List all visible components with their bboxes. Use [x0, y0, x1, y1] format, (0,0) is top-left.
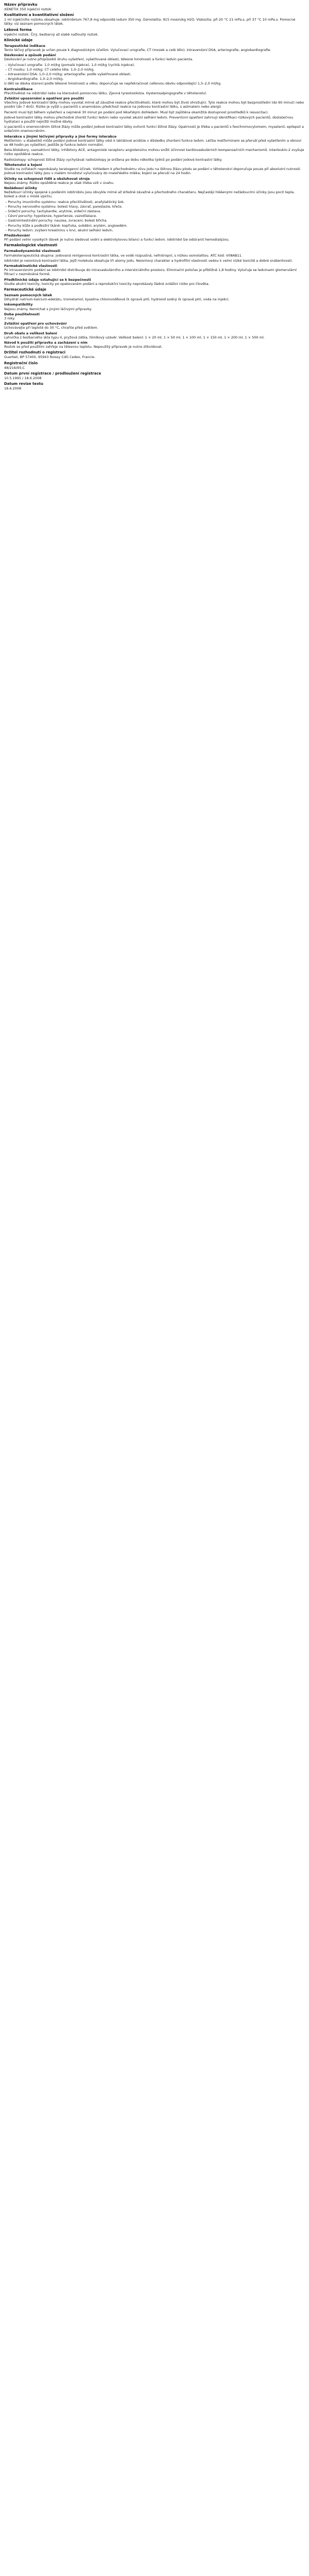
list-item: – CT mozku: 1,0 ml/kg; CT celého těla: 1,0–2,0 ml/kg.	[4, 67, 305, 72]
paragraph: Metformin: u diabetiků může podání jodové kontrastní látky vést k laktátové acidóze v důsledku zhoršení funkce ledvin. Léčba metforminem se přeruší před vyšetřením a obnoví se 48 hodin po vyšetření, jestliže je funkce ledvin normální.	[4, 138, 301, 147]
subsection-heading: Předávkování	[4, 233, 30, 238]
list-item: – Poruchy nervového systému: bolest hlavy, závrať, parestezie, křeče.	[4, 205, 305, 209]
list-item: – Poruchy imunitního systému: reakce přecitlivělosti, anafylaktický šok.	[4, 200, 305, 204]
subsection-heading: Inkompatibility	[4, 302, 33, 307]
section-heading: Farmaceutické údaje	[4, 287, 46, 292]
subsection-heading: Doba použitelnosti	[4, 312, 40, 316]
paragraph: Nejsou známy. Nemíchat s jinými léčivými přípravky.	[4, 307, 92, 311]
subsection-heading: Farmakokinetické vlastnosti	[4, 263, 58, 268]
section-heading: Farmakologické vlastnosti	[4, 243, 58, 248]
section-heading: Držitel rozhodnutí o registraci	[4, 350, 66, 355]
list-item: – Intravenózní DSA: 1,0–2,0 ml/kg; arteriografie: podle vyšetřované oblasti.	[4, 72, 305, 76]
subsection-heading: Účinky na schopnost řídit a obsluhovat stroje	[4, 176, 90, 181]
paragraph: Farmakoterapeutická skupina: jodovaná rentgenová kontrastní látka, ve vodě rozpustná, nefrotropní, s nízkou osmolalitou. ATC kód: V08AB11.	[4, 253, 243, 258]
subsection-heading: Předklinické údaje vztahující se k bezpečnosti	[4, 277, 91, 282]
section-heading: Kvalitativní a kvantitativní složení	[4, 13, 74, 18]
section-heading: Datum revize textu	[4, 382, 43, 386]
paragraph: Při podání velmi vysokých dávek je nutno sledovat vodní a elektrolytovou bilanci a funkci ledvin. Iobitridol lze odstranit hemodialýzou.	[4, 238, 230, 242]
paragraph: Jodové kontrastní látky mohou přechodně zhoršit funkci ledvin nebo vyvolat akutní selhání ledvin. Preventivní opatření zahrnují identifikaci rizikových pacientů, dostatečnou hydrataci a použití nejnižší možné dávky.	[4, 115, 294, 124]
list-item: – Srdeční poruchy: tachykardie, arytmie, srdeční zástava.	[4, 209, 305, 213]
paragraph: Radioizotopy: schopnost štítné žlázy vychytávat radioizotopy je snížena po dobu několika týdnů po podání jodové kontrastní látky.	[4, 157, 222, 162]
list-item: – Gastrointestinální poruchy: nauzea, zvracení, bolest břicha.	[4, 218, 305, 223]
subsection-heading: Terapeutické indikace	[4, 43, 45, 48]
paragraph: Guerbet, BP 57400, 95943 Roissy CdG Cedex, Francie.	[4, 355, 96, 360]
subsection-heading: Interakce s jinými léčivými přípravky a jiné formy interakce	[4, 134, 117, 139]
paragraph: XENETIX 350 injekční roztok	[4, 7, 52, 11]
paragraph: Uchovávejte při teplotě do 30 °C, chraňte před světlem.	[4, 326, 98, 330]
paragraph: Roztok se před použitím zahřeje na tělesnou teplotu. Nepoužitý přípravek je nutno zlikvidovat.	[4, 345, 163, 349]
paragraph: Tento léčivý přípravek je určen pouze k diagnostickým účelům. Vylučovací urografie, CT (mozek a celé tělo), intravenózní DSA, arteriografie, angiokardiografie.	[4, 48, 271, 53]
paragraph: Po intravenózním podání se iobitridol distribuuje do intravaskulárního a intersticiálního prostoru. Eliminační poločas je přibližně 1,8 hodiny. Vylučuje se ledvinami glomerulární filtrací v nezměněné formě.	[4, 268, 297, 277]
paragraph: Nežádoucí účinky spojené s podáním iobitridolu jsou obvykle mírné až středně závažné a přechodného charakteru. Nejčastěji hlášenými nežádoucími účinky jsou pocit tepla, bolest a otok v místě vpichu.	[4, 190, 295, 199]
paragraph: Nejsou známy. Riziko opožděné reakce je však třeba vzít v úvahu.	[4, 180, 114, 185]
section-heading: Léková forma	[4, 27, 32, 32]
subsection-heading: Seznam pomocných látek	[4, 293, 53, 297]
subsection-heading: Návod k použití přípravku a zacházení s ním	[4, 341, 88, 345]
paragraph: Všechny jodové kontrastní látky mohou vyvolat mírné až závažné reakce přecitlivělosti, které mohou být život ohrožující. Tyto reakce mohou být bezprostřední (do 60 minut) nebo pozdní (do 7 dnů). Riziko je vyšší u pacientů s anamnézou předchozí reakce na jodovou kontrastní látku, s astmatem nebo alergií.	[4, 100, 304, 109]
paragraph: 1 ml injekčního roztoku obsahuje: iobitridolum 767,8 mg odpovídá iodum 350 mg. Osmolalita: 915 mosm/kg H2O. Viskozita: při 20 °C 21 mPa.s, při 37 °C 10 mPa.s. Pomocné látky: viz seznam pomocných látek.	[4, 18, 296, 26]
subsection-heading: Nežádoucí účinky	[4, 185, 38, 190]
list-item: – Angiokardiografie: 1,0–2,0 ml/kg.	[4, 77, 305, 81]
section-heading: Název přípravku	[4, 3, 38, 7]
section-heading: Registrační číslo	[4, 361, 38, 365]
paragraph: Beta-blokátory, vazoaktivní látky, inhibitory ACE, antagonisté receptoru angiotenzinu mohou snížit účinnost kardiovaskulárních kompenzačních mechanismů. Interleukin-2 zvyšuje riziko opožděné reakce.	[4, 148, 304, 157]
subsection-heading: Zvláštní upozornění a opatření pro použití	[4, 96, 84, 101]
section-heading: Klinické údaje	[4, 38, 33, 42]
subsection-heading: Zvláštní opatření pro uchovávání	[4, 321, 67, 326]
list-item: – Cévní poruchy: hypotenze, hypertenze, vazodilatace.	[4, 214, 305, 218]
subsection-heading: Druh obalu a velikost balení	[4, 331, 57, 335]
subsection-heading: Farmakodynamické vlastnosti	[4, 249, 61, 253]
list-item: – Vylučovací urografie: 1,0 ml/kg (pomalá injekce), 1,0 ml/kg (rychlá injekce).	[4, 63, 305, 67]
paragraph: 18.6.2008	[4, 386, 22, 391]
paragraph: 48/216/95-C	[4, 365, 25, 370]
paragraph: Přecitlivělost na iobitridol nebo na kteroukoli pomocnou látku. Zjevná tyreotoxikóza. Hysterosalpingografie v těhotenství.	[4, 91, 207, 95]
paragraph: Dávkování je nutno přizpůsobit druhu vyšetření, vyšetřované oblasti, tělesné hmotnosti a funkci ledvin pacienta.	[4, 57, 194, 62]
subsection-heading: Kontraindikace	[4, 87, 33, 91]
paragraph: Iobitridol je neiontová kontrastní látka, jejíž molekula obsahuje tři atomy jodu. Neiontový charakter a hydrofilní vlastnosti vedou k velmi nízké toxicitě a dobré snášenlivosti.	[4, 258, 293, 263]
document	[0, 0, 309, 394]
list-item: – Poruchy ledvin: zvýšení kreatininu v krvi, akutní selhání ledvin.	[4, 228, 305, 232]
paragraph: Pacienti musí být během vyšetření a nejméně 30 minut po podání pod lékařským dohledem. Musí být zajištěna okamžitá dostupnost prostředků k resuscitaci.	[4, 110, 269, 114]
paragraph: U pacientů s onemocněním štítné žlázy může podání jodové kontrastní látky ovlivnit funkci štítné žlázy. Opatrnosti je třeba u pacientů s feochromocytomem, myastenií, epilepsií a srdečním onemocněním.	[4, 125, 304, 133]
paragraph: 10.5.1995 / 18.6.2008	[4, 376, 42, 380]
section-heading: Datum první registrace / prodloužení registrace	[4, 371, 101, 376]
paragraph: Studie akutní toxicity, toxicity po opakovaném podání a reprodukční toxicity neprokázaly žádné zvláštní riziko pro člověka.	[4, 281, 210, 286]
paragraph: Dihydrát natrium-kalcium-edetátu, trometamol, kyselina chlorovodíková (k úpravě pH), hydroxid sodný (k úpravě pH), voda na injekci.	[4, 297, 230, 302]
paragraph: 3 roky.	[4, 316, 15, 320]
subsection-heading: Těhotenství a kojení	[4, 162, 42, 167]
paragraph: Lahvička z bezbarvého skla typu II, pryžová zátka, hliníkový uzávěr. Velikost balení: 1 × 20 ml, 1 × 50 ml, 1 × 100 ml, 1 × 150 ml, 1 × 200 ml, 1 × 500 ml.	[4, 335, 265, 340]
paragraph: Studie na zvířatech neprokázaly teratogenní účinek. Vzhledem k přechodnému vlivu jodu na štítnou žlázu plodu se podání v těhotenství doporučuje pouze při absolutní nutnosti. Jodové kontrastní látky jsou v malém množství vylučovány do mateřského mléka; kojení se přeruší na 24 hodin.	[4, 167, 301, 176]
paragraph: U dětí se dávka stanoví podle tělesné hmotnosti a věku; doporučuje se nepřekračovat celkovou dávku odpovídající 1,5–2,0 ml/kg.	[4, 81, 222, 86]
paragraph: Injekční roztok. Čirý, bezbarvý až slabě nažloutlý roztok.	[4, 32, 99, 37]
subsection-heading: Dávkování a způsob podání	[4, 53, 56, 58]
list-item: – Poruchy kůže a podkožní tkáně: kopřivka, svědění, erytém, angioedém.	[4, 224, 305, 228]
